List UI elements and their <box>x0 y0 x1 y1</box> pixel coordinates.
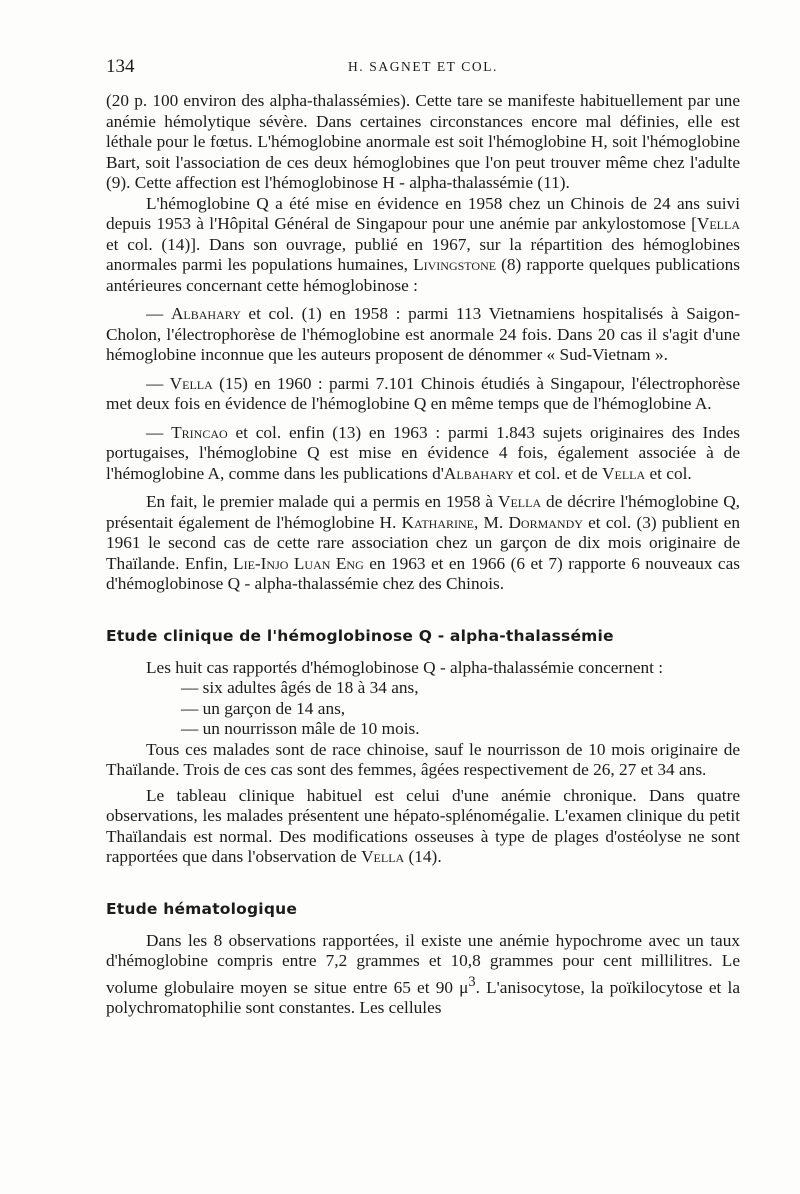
superscript: 3 <box>468 973 476 990</box>
text-run: Le tableau clinique habituel est celui d'une anémie chronique. Dans quatre observations, les malades présentent une hépato-splénomégalie. L'examen clinique du petit Thaïlandais est normal. Des modifications osseuses à type de plages d'ostéolyse ne sont rapportées que dans l'observation de <box>106 785 740 866</box>
paragraph-first-patient <box>106 492 740 595</box>
dash-item-trincao <box>106 423 740 485</box>
dash-mark: — <box>146 422 172 442</box>
text-run: et col. (14)]. Dans son ouvrage, publié en 1967, sur la répartition des hémoglobines anormales parmi les populations humaines, <box>106 234 740 274</box>
text-run: L'hémoglobine Q a été mise en évidence en 1958 chez un Chinois de 24 ans suivi depuis 1953 à l'Hôpital Général de Singapour pour une anémie par ankylostomose [ <box>106 193 740 233</box>
author-name: Albahary <box>170 304 241 323</box>
running-title: H. SAGNET ET COL. <box>347 59 499 74</box>
clinical-intro: Les huit cas rapportés d'hémoglobinose Q - alpha-thalassémie concernent : <box>146 657 664 677</box>
author-name: Vella <box>498 492 542 511</box>
section-heading-clinical: Etude clinique de l'hémoglobinose Q - alpha-thalassémie <box>106 626 614 645</box>
paragraph-race: Tous ces malades sont de race chinoise, sauf le nourrisson de 10 mois originaire de Thaïlande. Trois de ces cas sont des femmes, âgées respectivement de 26, 27 et 34 ans. <box>106 739 740 779</box>
list-item: — un garçon de 14 ans, <box>181 698 346 718</box>
list-item: — un nourrisson mâle de 10 mois. <box>181 719 420 738</box>
text-run: (15) en 1960 : parmi 7.101 Chinois étudiés à Singapour, l'électrophorèse met deux fois en évidence de l'hémoglobine Q en même temps que de l'hémoglobine A. <box>106 373 740 413</box>
text-run: et col. (3) publient en 1961 le second cas de cette rare association chez un garçon de dix mois originaire de Thaïlande. Enfin, <box>106 512 740 573</box>
paragraph-hematology <box>106 931 740 1019</box>
page-header <box>106 56 740 80</box>
author-name: Katharine <box>401 512 474 532</box>
author-name: Vella <box>169 373 213 393</box>
text-run: et col. enfin (13) en 1963 : parmi 1.843 sujets originaires des Indes portugaises, l'hémoglobine Q est mise en évidence 4 fois, également associée à de l'hémoglobine A, comme dans les publications d' <box>106 422 740 483</box>
text-run: (14). <box>404 847 442 866</box>
paragraph-hemoglobin-q <box>106 194 740 297</box>
text-run: en 1963 et en 1966 (6 et 7) rapporte 6 nouveaux cas d'hémoglobinose Q - alpha-thalassémie chez des Chinois. <box>106 553 740 593</box>
text-run: et col. (1) en 1958 : parmi 113 Vietnamiens hospitalisés à Saigon-Cholon, l'électrophorèse de l'hémoglobine est anormale 24 fois. Dans 20 cas il s'agit d'une hémoglobine inconnue que les auteurs proposent de dénommer « Sud-Vietnam ». <box>106 304 740 364</box>
paragraph-clinical-picture <box>106 786 740 868</box>
body-text <box>106 91 740 1018</box>
dash-item-vella <box>106 374 740 415</box>
page-number: 134 <box>106 56 135 77</box>
dash-mark: — <box>146 304 171 323</box>
paragraph-continued: (20 p. 100 environ des alpha-thalassémies). Cette tare se manifeste habituellement par une anémie hémolytique sévère. Dans certaines circonstances encore mal définies, elle est léthale pour le fœtus. L'hémoglobine anormale est soit l'hémoglobine H, soit l'hémoglobine Bart, soit l'association de ces deux hémoglobines que l'on peut trouver même chez l'adulte (9). Cette affection est l'hémoglobinose H - alpha-thalassémie (11). <box>106 91 740 192</box>
list-item: — six adultes âgés de 18 à 34 ans, <box>181 678 419 697</box>
author-name: Vella <box>361 847 405 866</box>
author-name: Livingstone <box>413 255 497 274</box>
text-run: . L'anisocytose, la poïkilocytose et la polychromatophilie sont constantes. Les cellules <box>106 977 740 1017</box>
author-name: Vella <box>696 214 740 233</box>
author-name: Lie-Injo Luan Eng <box>233 553 364 573</box>
section-heading-hematology: Etude hématologique <box>106 899 298 918</box>
text-run: , M. <box>474 512 509 532</box>
author-name: Dormandy <box>508 512 583 532</box>
case-list <box>106 678 740 740</box>
text-run: de décrire l'hémoglobine Q, présentait également de l'hémoglobine H. <box>106 492 741 532</box>
dash-item-albahary <box>106 304 740 366</box>
dash-mark: — <box>146 373 170 393</box>
text-run: et col. <box>645 463 692 483</box>
author-name: Vella <box>602 463 646 483</box>
text-run: et col. et de <box>513 463 603 483</box>
author-name: Trincao <box>171 422 228 442</box>
text-run: En fait, le premier malade qui a permis en 1958 à <box>146 492 498 511</box>
author-name: Albahary <box>443 463 514 483</box>
text-run: Dans les 8 observations rapportées, il existe une anémie hypochrome avec un taux d'hémoglobine compris entre 7,2 grammes et 10,8 grammes pour cent millilitres. Le volume globulaire moyen se situe entre 65 et 90 μ <box>106 930 740 997</box>
text-run: (8) rapporte quelques publications antérieures concernant cette hémoglobinose : <box>106 255 740 295</box>
